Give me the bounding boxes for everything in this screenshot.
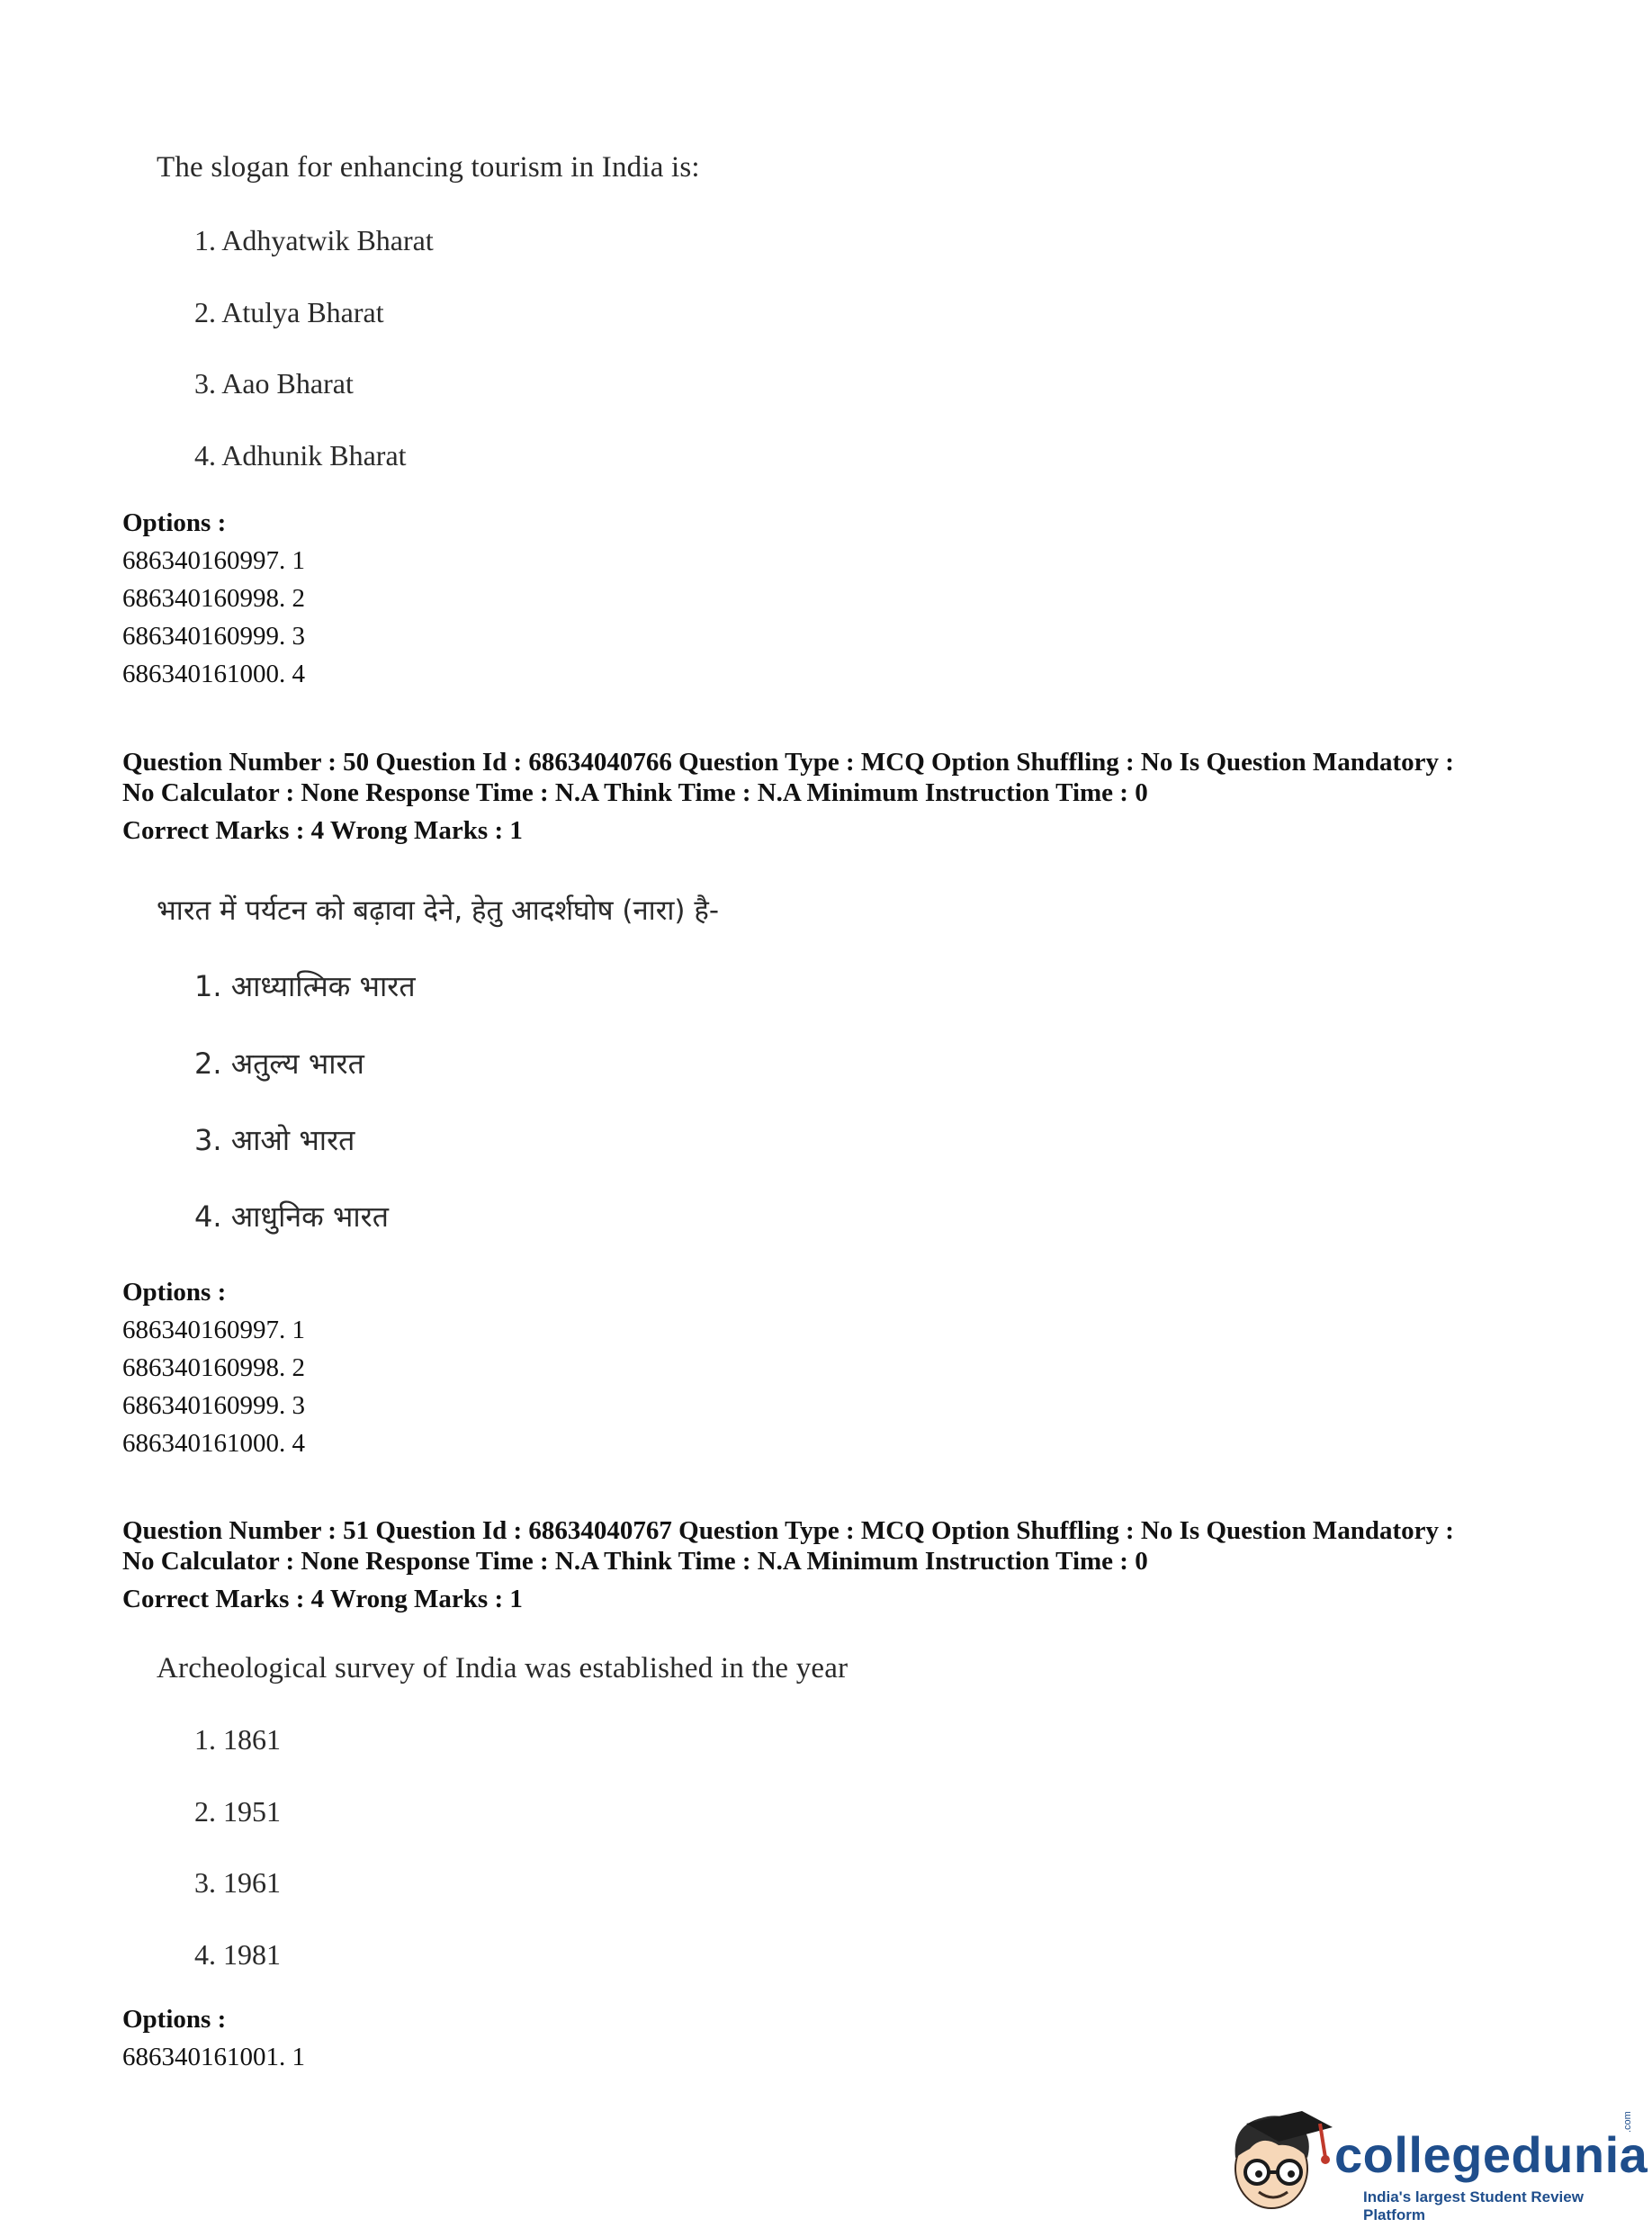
answer-choice: 4. 1981 (194, 1938, 281, 1971)
option-line: 686340161000. 4 (122, 660, 305, 688)
answer-choice: 4. आधुनिक भारत (194, 1199, 389, 1234)
option-line: 686340160998. 2 (122, 584, 305, 613)
answer-choice: 3. 1961 (194, 1866, 281, 1899)
answer-choice: 1. 1861 (194, 1723, 281, 1756)
collegedunia-logo (1219, 2098, 1648, 2224)
question-marks: Correct Marks : 4 Wrong Marks : 1 (122, 1585, 523, 1613)
answer-choice: 3. आओ भारत (194, 1123, 355, 1157)
option-line: 686340161000. 4 (122, 1429, 305, 1458)
option-line: 686340160998. 2 (122, 1353, 305, 1382)
option-line: 686340160999. 3 (122, 622, 305, 651)
question-text: भारत में पर्यटन को बढ़ावा देने, हेतु आदर्शघोष (नारा) है- (157, 894, 720, 927)
answer-choice: 2. Atulya Bharat (194, 296, 384, 328)
answer-choice: 4. Adhunik Bharat (194, 439, 407, 472)
answer-choice: 3. Aao Bharat (194, 367, 354, 400)
option-line: 686340160997. 1 (122, 1316, 305, 1344)
options-heading: Options : (122, 508, 227, 537)
question-meta-line: Question Number : 51 Question Id : 68634040767 Question Type : MCQ Option Shuffling : No Is Question Mandatory : (122, 1516, 1454, 1545)
student-mascot-icon (1219, 2098, 1336, 2215)
answer-choice: 2. 1951 (194, 1795, 281, 1828)
answer-choice: 1. आध्यात्मिक भारत (194, 969, 416, 1003)
answer-choice: 1. Adhyatwik Bharat (194, 224, 434, 256)
question-meta-line: No Calculator : None Response Time : N.A Think Time : N.A Minimum Instruction Time : 0 (122, 778, 1148, 807)
question-text: The slogan for enhancing tourism in India is: (157, 151, 700, 184)
logo-wordmark: collegedunia (1334, 2126, 1648, 2183)
question-marks: Correct Marks : 4 Wrong Marks : 1 (122, 816, 523, 845)
logo-domain-suffix: .com (1622, 2111, 1633, 2133)
answer-choice: 2. अतुल्य भारत (194, 1047, 364, 1081)
option-line: 686340160997. 1 (122, 546, 305, 575)
logo-tagline: India's largest Student Review Platform (1363, 2188, 1584, 2224)
question-meta-line: Question Number : 50 Question Id : 68634040766 Question Type : MCQ Option Shuffling : No Is Question Mandatory : (122, 748, 1454, 777)
question-meta-line: No Calculator : None Response Time : N.A Think Time : N.A Minimum Instruction Time : 0 (122, 1547, 1148, 1576)
option-line: 686340160999. 3 (122, 1391, 305, 1420)
options-heading: Options : (122, 1278, 227, 1307)
question-text: Archeological survey of India was established in the year (157, 1652, 848, 1684)
option-line: 686340161001. 1 (122, 2043, 305, 2071)
options-heading: Options : (122, 2005, 227, 2034)
